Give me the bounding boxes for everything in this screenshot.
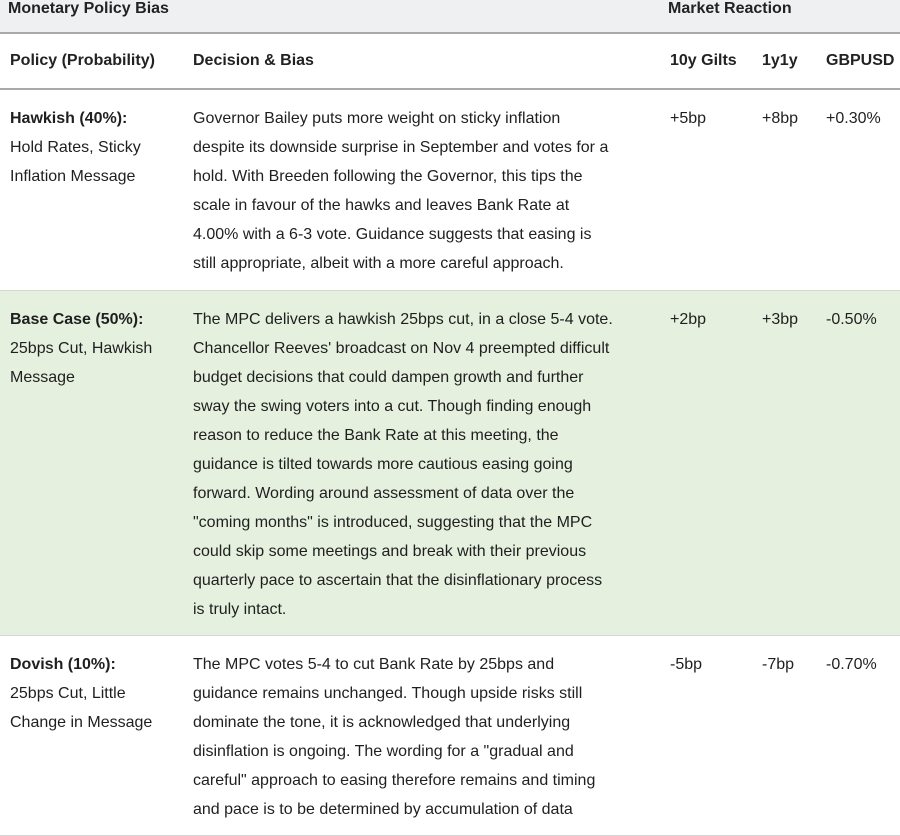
decision-text-line: "coming months" is introduced, suggesting that the MPC: [193, 514, 593, 531]
decision-text-line: guidance is tilted towards more cautious easing going: [193, 456, 573, 473]
table-body: [0, 90, 900, 836]
decision-text-line: Chancellor Reeves' broadcast on Nov 4 preempted difficult: [193, 340, 610, 357]
policy-subtitle: 25bps Cut, Hawkish: [10, 340, 153, 357]
table-row: [0, 636, 900, 836]
policy-cell: [10, 650, 185, 737]
decision-cell: [193, 104, 663, 278]
decision-text-line: careful" approach to easing therefore remains and timing: [193, 772, 596, 789]
decision-text-line: dominate the tone, it is acknowledged that underlying: [193, 714, 571, 731]
decision-text-line: and pace is to be determined by accumulation of data: [193, 801, 573, 818]
policy-cell: [10, 104, 185, 191]
decision-text-line: scale in favour of the hawks and leaves Bank Rate at: [193, 197, 570, 214]
1y1y-value: +8bp: [762, 110, 799, 127]
col-header-gbpusd: GBPUSD: [826, 52, 895, 69]
decision-text-line: hold. With Breeden following the Governor, this tips the: [193, 168, 583, 185]
policy-cell: [10, 305, 185, 392]
decision-cell: [193, 305, 663, 624]
col-header-policy: Policy (Probability): [10, 52, 155, 69]
gilts-value: -5bp: [670, 656, 703, 673]
policy-subtitle: Change in Message: [10, 714, 153, 731]
decision-text-line: guidance remains unchanged. Though upside risks still: [193, 685, 583, 702]
decision-text-line: 4.00% with a 6-3 vote. Guidance suggests that easing is: [193, 226, 592, 243]
col-header-10y-gilts: 10y Gilts: [670, 52, 737, 69]
decision-text-line: could skip some meetings and break with their previous: [193, 543, 587, 560]
gbpusd-value: -0.50%: [826, 311, 877, 328]
policy-subtitle: Inflation Message: [10, 168, 136, 185]
decision-text-line: The MPC delivers a hawkish 25bps cut, in a close 5-4 vote.: [193, 311, 613, 328]
1y1y-value: -7bp: [762, 656, 795, 673]
col-header-1y1y: 1y1y: [762, 52, 798, 69]
market-reaction-heading: Market Reaction: [668, 0, 792, 17]
col-header-decision: Decision & Bias: [193, 52, 314, 69]
policy-title: Dovish (10%):: [10, 656, 116, 673]
decision-text-line: is truly intact.: [193, 601, 287, 618]
gilts-value: +5bp: [670, 110, 707, 127]
decision-text-line: forward. Wording around assessment of data over the: [193, 485, 575, 502]
decision-cell: [193, 650, 663, 824]
column-header-row: [0, 34, 900, 90]
policy-subtitle: Hold Rates, Sticky: [10, 139, 141, 156]
gbpusd-value: -0.70%: [826, 656, 877, 673]
decision-text-line: The MPC votes 5-4 to cut Bank Rate by 25bps and: [193, 656, 555, 673]
decision-text-line: still appropriate, albeit with a more careful approach.: [193, 255, 564, 272]
policy-subtitle: 25bps Cut, Little: [10, 685, 126, 702]
decision-text-line: sway the swing voters into a cut. Though finding enough: [193, 398, 592, 415]
decision-text-line: despite its downside surprise in September and votes for a: [193, 139, 609, 156]
decision-text-line: reason to reduce the Bank Rate at this meeting, the: [193, 427, 559, 444]
decision-text-line: disinflation is ongoing. The wording for a "gradual and: [193, 743, 574, 760]
decision-text-line: Governor Bailey puts more weight on sticky inflation: [193, 110, 561, 127]
policy-subtitle: Message: [10, 369, 75, 386]
monetary-policy-bias-heading: Monetary Policy Bias: [8, 0, 169, 17]
table-row: [0, 291, 900, 636]
policy-title: Hawkish (40%):: [10, 110, 128, 127]
policy-title: Base Case (50%):: [10, 311, 144, 328]
decision-text-line: quarterly pace to ascertain that the disinflationary process: [193, 572, 603, 589]
decision-text-line: budget decisions that could dampen growth and further: [193, 369, 584, 386]
header-band: [0, 0, 900, 34]
gilts-value: +2bp: [670, 311, 707, 328]
gbpusd-value: +0.30%: [826, 110, 881, 127]
1y1y-value: +3bp: [762, 311, 799, 328]
table-row: [0, 90, 900, 291]
